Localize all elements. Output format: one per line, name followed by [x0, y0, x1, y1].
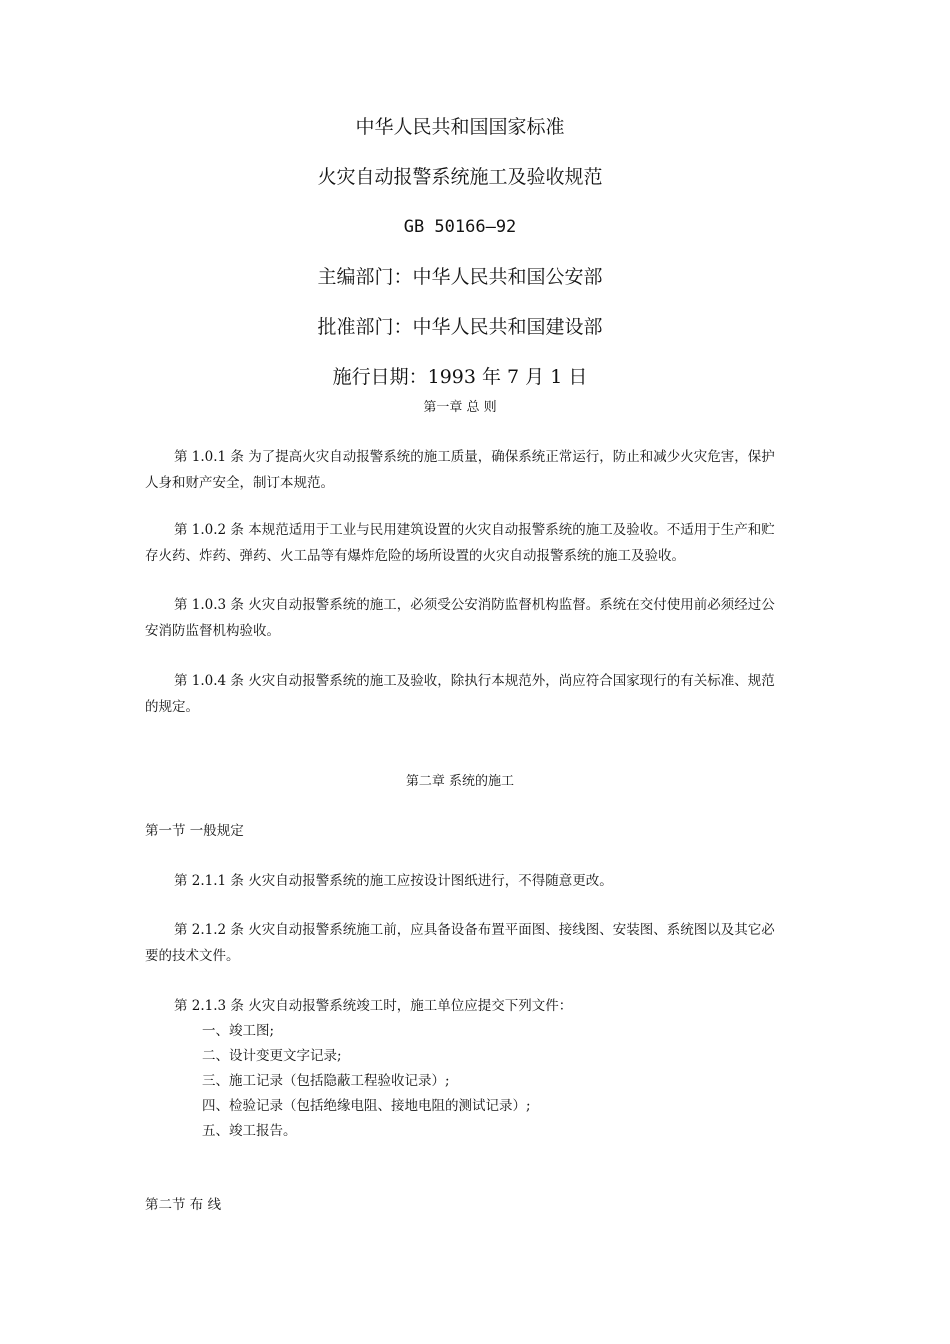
- section-2-title: 第二节 布 线: [145, 1197, 222, 1213]
- list-item: 二、设计变更文字记录;: [202, 1048, 342, 1064]
- article-1-0-3: 第 1.0.3 条 火灾自动报警系统的施工，必须受公安消防监督机构监督。系统在交付使用前必须经过公安消防监督机构验收。: [145, 597, 775, 639]
- article-2-1-3: 第 2.1.3 条 火灾自动报警系统竣工时，施工单位应提交下列文件：: [174, 998, 573, 1014]
- article-2-1-1: 第 2.1.1 条 火灾自动报警系统的施工应按设计图纸进行，不得随意更改。: [174, 873, 613, 889]
- article-2-1-2: 第 2.1.2 条 火灾自动报警系统施工前，应具备设备布置平面图、接线图、安装图、系统图以及其它必要的技术文件。: [145, 922, 775, 964]
- article-1-0-4: 第 1.0.4 条 火灾自动报警系统的施工及验收，除执行本规范外，尚应符合国家现行的有关标准、规范的规定。: [145, 673, 775, 715]
- effective-date: 施行日期：1993 年 7 月 1 日: [332, 366, 588, 388]
- standard-code: GB 50166—92: [403, 217, 517, 237]
- article-1-0-1: 第 1.0.1 条 为了提高火灾自动报警系统的施工质量，确保系统正常运行，防止和减少火灾危害，保护人身和财产安全，制订本规范。: [145, 449, 775, 491]
- list-item: 一、竣工图;: [202, 1023, 275, 1039]
- list-item: 三、施工记录（包括隐蔽工程验收记录）;: [202, 1073, 450, 1089]
- chapter-2-title: 第二章 系统的施工: [405, 774, 515, 789]
- standard-type: 中华人民共和国国家标准: [355, 116, 565, 138]
- list-item: 五、竣工报告。: [202, 1123, 297, 1139]
- document-title: 火灾自动报警系统施工及验收规范: [317, 166, 603, 188]
- editor-department: 主编部门：中华人民共和国公安部: [317, 266, 603, 288]
- approval-department: 批准部门：中华人民共和国建设部: [317, 316, 603, 338]
- list-item: 四、检验记录（包括绝缘电阻、接地电阻的测试记录）;: [202, 1098, 531, 1114]
- section-1-title: 第一节 一般规定: [145, 823, 244, 839]
- chapter-1-title: 第一章 总 则: [423, 400, 497, 415]
- article-1-0-2: 第 1.0.2 条 本规范适用于工业与民用建筑设置的火灾自动报警系统的施工及验收。不适用于生产和贮存火药、炸药、弹药、火工品等有爆炸危险的场所设置的火灾自动报警系统的施工及验收。: [145, 522, 775, 564]
